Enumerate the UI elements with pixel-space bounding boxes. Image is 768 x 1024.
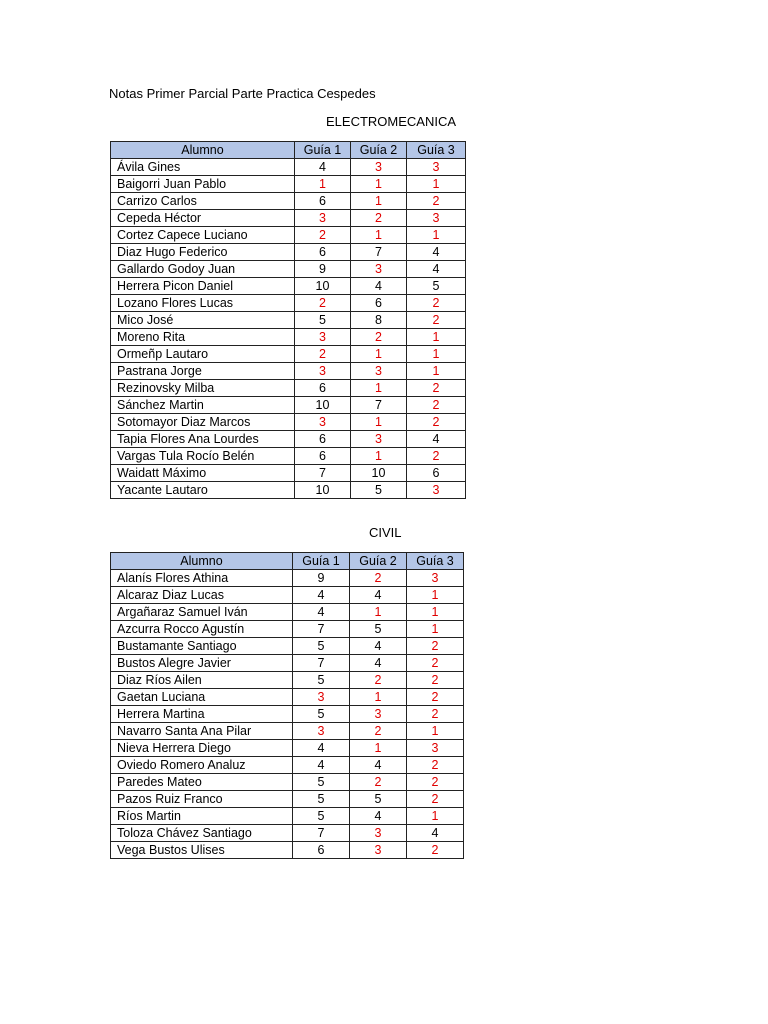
grade-cell-guia-2: 2 <box>350 774 407 791</box>
student-name-cell: Pastrana Jorge <box>111 363 295 380</box>
grade-cell-guia-2: 3 <box>351 431 407 448</box>
table-row <box>111 482 466 499</box>
grade-cell-guia-2: 1 <box>351 448 407 465</box>
column-header-guia-1: Guía 1 <box>295 142 351 159</box>
grade-cell-guia-3: 1 <box>407 808 464 825</box>
table-row <box>111 672 464 689</box>
grade-cell-guia-1: 3 <box>295 210 351 227</box>
grade-cell-guia-3: 2 <box>407 448 466 465</box>
grade-cell-guia-1: 2 <box>295 295 351 312</box>
student-name-cell: Ríos Martin <box>111 808 293 825</box>
grade-cell-guia-1: 5 <box>293 808 350 825</box>
student-name-cell: Lozano Flores Lucas <box>111 295 295 312</box>
grade-cell-guia-2: 2 <box>351 210 407 227</box>
table-header-row <box>111 142 466 159</box>
grade-cell-guia-3: 4 <box>407 244 466 261</box>
document-title: Notas Primer Parcial Parte Practica Cespedes <box>109 86 376 101</box>
grade-cell-guia-2: 3 <box>350 706 407 723</box>
grade-cell-guia-3: 2 <box>407 689 464 706</box>
grade-cell-guia-1: 5 <box>293 774 350 791</box>
grade-cell-guia-2: 10 <box>351 465 407 482</box>
grade-cell-guia-2: 4 <box>350 587 407 604</box>
table-row <box>111 329 466 346</box>
student-name-cell: Baigorri Juan Pablo <box>111 176 295 193</box>
grade-cell-guia-1: 3 <box>293 689 350 706</box>
grade-cell-guia-3: 4 <box>407 825 464 842</box>
table-row <box>111 621 464 638</box>
grade-cell-guia-3: 3 <box>407 482 466 499</box>
grade-cell-guia-3: 2 <box>407 312 466 329</box>
student-name-cell: Yacante Lautaro <box>111 482 295 499</box>
grade-cell-guia-1: 5 <box>293 672 350 689</box>
grade-cell-guia-1: 7 <box>293 621 350 638</box>
grade-cell-guia-2: 1 <box>351 227 407 244</box>
table-row <box>111 244 466 261</box>
grade-cell-guia-3: 2 <box>407 638 464 655</box>
grade-cell-guia-2: 7 <box>351 397 407 414</box>
student-name-cell: Bustos Alegre Javier <box>111 655 293 672</box>
column-header-alumno: Alumno <box>111 553 293 570</box>
grade-cell-guia-1: 2 <box>295 346 351 363</box>
table-row <box>111 295 466 312</box>
grade-cell-guia-2: 3 <box>351 363 407 380</box>
column-header-alumno: Alumno <box>111 142 295 159</box>
grade-cell-guia-3: 6 <box>407 465 466 482</box>
student-name-cell: Oviedo Romero Analuz <box>111 757 293 774</box>
student-name-cell: Azcurra Rocco Agustín <box>111 621 293 638</box>
table-row <box>111 193 466 210</box>
column-header-guia-3: Guía 3 <box>407 142 466 159</box>
grade-cell-guia-1: 4 <box>293 757 350 774</box>
student-name-cell: Alanís Flores Athina <box>111 570 293 587</box>
student-name-cell: Waidatt Máximo <box>111 465 295 482</box>
table-row <box>111 363 466 380</box>
grade-cell-guia-2: 1 <box>350 689 407 706</box>
table-row <box>111 740 464 757</box>
student-name-cell: Cepeda Héctor <box>111 210 295 227</box>
table-row <box>111 706 464 723</box>
table-row <box>111 638 464 655</box>
grade-cell-guia-1: 7 <box>293 655 350 672</box>
grade-cell-guia-3: 3 <box>407 159 466 176</box>
grade-cell-guia-2: 2 <box>351 329 407 346</box>
column-header-guia-1: Guía 1 <box>293 553 350 570</box>
student-name-cell: Mico José <box>111 312 295 329</box>
table-row <box>111 380 466 397</box>
student-name-cell: Gaetan Luciana <box>111 689 293 706</box>
student-name-cell: Cortez Capece Luciano <box>111 227 295 244</box>
grades-table-civil <box>110 552 464 859</box>
table-row <box>111 278 466 295</box>
student-name-cell: Rezinovsky Milba <box>111 380 295 397</box>
table-row <box>111 210 466 227</box>
grade-cell-guia-1: 7 <box>295 465 351 482</box>
grade-cell-guia-3: 1 <box>407 363 466 380</box>
student-name-cell: Bustamante Santiago <box>111 638 293 655</box>
student-name-cell: Diaz Ríos Ailen <box>111 672 293 689</box>
grade-cell-guia-2: 1 <box>351 193 407 210</box>
student-name-cell: Gallardo Godoy Juan <box>111 261 295 278</box>
column-header-guia-3: Guía 3 <box>407 553 464 570</box>
grade-cell-guia-3: 1 <box>407 176 466 193</box>
table-row <box>111 655 464 672</box>
grade-cell-guia-2: 4 <box>350 638 407 655</box>
student-name-cell: Herrera Martina <box>111 706 293 723</box>
grade-cell-guia-3: 1 <box>407 604 464 621</box>
table-row <box>111 723 464 740</box>
column-header-guia-2: Guía 2 <box>351 142 407 159</box>
grade-cell-guia-2: 1 <box>351 414 407 431</box>
grade-cell-guia-1: 6 <box>295 380 351 397</box>
grade-cell-guia-1: 6 <box>293 842 350 859</box>
grade-cell-guia-1: 5 <box>293 638 350 655</box>
table-row <box>111 414 466 431</box>
table-row <box>111 227 466 244</box>
student-name-cell: Herrera Picon Daniel <box>111 278 295 295</box>
student-name-cell: Sotomayor Diaz Marcos <box>111 414 295 431</box>
grade-cell-guia-1: 7 <box>293 825 350 842</box>
grade-cell-guia-2: 1 <box>351 346 407 363</box>
grade-cell-guia-1: 6 <box>295 448 351 465</box>
student-name-cell: Toloza Chávez Santiago <box>111 825 293 842</box>
grade-cell-guia-1: 9 <box>295 261 351 278</box>
grade-cell-guia-1: 10 <box>295 482 351 499</box>
grade-cell-guia-2: 6 <box>351 295 407 312</box>
grade-cell-guia-2: 2 <box>350 672 407 689</box>
table-row <box>111 397 466 414</box>
table-row <box>111 842 464 859</box>
section-title-civil: CIVIL <box>369 525 402 540</box>
table-header-row <box>111 553 464 570</box>
grade-cell-guia-1: 5 <box>293 706 350 723</box>
grade-cell-guia-3: 2 <box>407 842 464 859</box>
grade-cell-guia-1: 4 <box>295 159 351 176</box>
grade-cell-guia-3: 2 <box>407 672 464 689</box>
grade-cell-guia-2: 5 <box>350 621 407 638</box>
grade-cell-guia-1: 1 <box>295 176 351 193</box>
grade-cell-guia-2: 8 <box>351 312 407 329</box>
grade-cell-guia-2: 3 <box>351 159 407 176</box>
grade-cell-guia-2: 7 <box>351 244 407 261</box>
grade-cell-guia-1: 4 <box>293 604 350 621</box>
grade-cell-guia-3: 3 <box>407 570 464 587</box>
grade-cell-guia-3: 1 <box>407 621 464 638</box>
grade-cell-guia-1: 3 <box>295 414 351 431</box>
grade-cell-guia-1: 3 <box>295 329 351 346</box>
grade-cell-guia-1: 5 <box>293 791 350 808</box>
grade-cell-guia-3: 2 <box>407 414 466 431</box>
grade-cell-guia-3: 2 <box>407 791 464 808</box>
table-row <box>111 261 466 278</box>
grade-cell-guia-3: 2 <box>407 193 466 210</box>
grade-cell-guia-3: 4 <box>407 261 466 278</box>
grade-cell-guia-2: 5 <box>350 791 407 808</box>
grades-table-electromecanica <box>110 141 466 499</box>
table-row <box>111 312 466 329</box>
grade-cell-guia-3: 1 <box>407 227 466 244</box>
student-name-cell: Navarro Santa Ana Pilar <box>111 723 293 740</box>
grade-cell-guia-2: 4 <box>350 808 407 825</box>
grade-cell-guia-2: 1 <box>350 740 407 757</box>
grade-cell-guia-3: 3 <box>407 740 464 757</box>
grade-cell-guia-3: 2 <box>407 774 464 791</box>
table-row <box>111 604 464 621</box>
student-name-cell: Sánchez Martin <box>111 397 295 414</box>
student-name-cell: Alcaraz Diaz Lucas <box>111 587 293 604</box>
student-name-cell: Tapia Flores Ana Lourdes <box>111 431 295 448</box>
table-row <box>111 587 464 604</box>
grade-cell-guia-1: 6 <box>295 244 351 261</box>
grade-cell-guia-2: 1 <box>351 176 407 193</box>
student-name-cell: Diaz Hugo Federico <box>111 244 295 261</box>
grade-cell-guia-2: 4 <box>351 278 407 295</box>
grade-cell-guia-2: 1 <box>351 380 407 397</box>
table-row <box>111 808 464 825</box>
grade-cell-guia-2: 5 <box>351 482 407 499</box>
student-name-cell: Ormeñp Lautaro <box>111 346 295 363</box>
student-name-cell: Ávila Gines <box>111 159 295 176</box>
grade-cell-guia-1: 5 <box>295 312 351 329</box>
grade-cell-guia-3: 2 <box>407 655 464 672</box>
grade-cell-guia-3: 3 <box>407 210 466 227</box>
table-row <box>111 159 466 176</box>
table-row <box>111 465 466 482</box>
grade-cell-guia-2: 1 <box>350 604 407 621</box>
table-row <box>111 825 464 842</box>
student-name-cell: Pazos Ruiz Franco <box>111 791 293 808</box>
column-header-guia-2: Guía 2 <box>350 553 407 570</box>
student-name-cell: Nieva Herrera Diego <box>111 740 293 757</box>
table-row <box>111 570 464 587</box>
grade-cell-guia-3: 5 <box>407 278 466 295</box>
grade-cell-guia-1: 10 <box>295 278 351 295</box>
section-title-electromecanica: ELECTROMECANICA <box>326 114 457 129</box>
grade-cell-guia-3: 4 <box>407 431 466 448</box>
grade-cell-guia-2: 4 <box>350 757 407 774</box>
grade-cell-guia-3: 1 <box>407 723 464 740</box>
table-row <box>111 689 464 706</box>
student-name-cell: Argañaraz Samuel Iván <box>111 604 293 621</box>
grade-cell-guia-3: 2 <box>407 706 464 723</box>
table-row <box>111 448 466 465</box>
table-row <box>111 757 464 774</box>
grade-cell-guia-1: 3 <box>295 363 351 380</box>
student-name-cell: Paredes Mateo <box>111 774 293 791</box>
grade-cell-guia-1: 10 <box>295 397 351 414</box>
grade-cell-guia-3: 2 <box>407 295 466 312</box>
grade-cell-guia-3: 1 <box>407 329 466 346</box>
grade-cell-guia-3: 2 <box>407 380 466 397</box>
grade-cell-guia-3: 2 <box>407 397 466 414</box>
grade-cell-guia-3: 1 <box>407 587 464 604</box>
grade-cell-guia-2: 3 <box>350 842 407 859</box>
student-name-cell: Moreno Rita <box>111 329 295 346</box>
grade-cell-guia-3: 2 <box>407 757 464 774</box>
student-name-cell: Vega Bustos Ulises <box>111 842 293 859</box>
grade-cell-guia-2: 3 <box>351 261 407 278</box>
grade-cell-guia-1: 4 <box>293 740 350 757</box>
grade-cell-guia-1: 4 <box>293 587 350 604</box>
grade-cell-guia-3: 1 <box>407 346 466 363</box>
grade-cell-guia-1: 6 <box>295 431 351 448</box>
grade-cell-guia-1: 9 <box>293 570 350 587</box>
grade-cell-guia-2: 3 <box>350 825 407 842</box>
grade-cell-guia-1: 3 <box>293 723 350 740</box>
table-row <box>111 346 466 363</box>
table-row <box>111 791 464 808</box>
grade-cell-guia-2: 2 <box>350 723 407 740</box>
grade-cell-guia-1: 2 <box>295 227 351 244</box>
student-name-cell: Carrizo Carlos <box>111 193 295 210</box>
table-row <box>111 176 466 193</box>
grade-cell-guia-1: 6 <box>295 193 351 210</box>
student-name-cell: Vargas Tula Rocío Belén <box>111 448 295 465</box>
table-row <box>111 774 464 791</box>
grade-cell-guia-2: 2 <box>350 570 407 587</box>
table-row <box>111 431 466 448</box>
grade-cell-guia-2: 4 <box>350 655 407 672</box>
